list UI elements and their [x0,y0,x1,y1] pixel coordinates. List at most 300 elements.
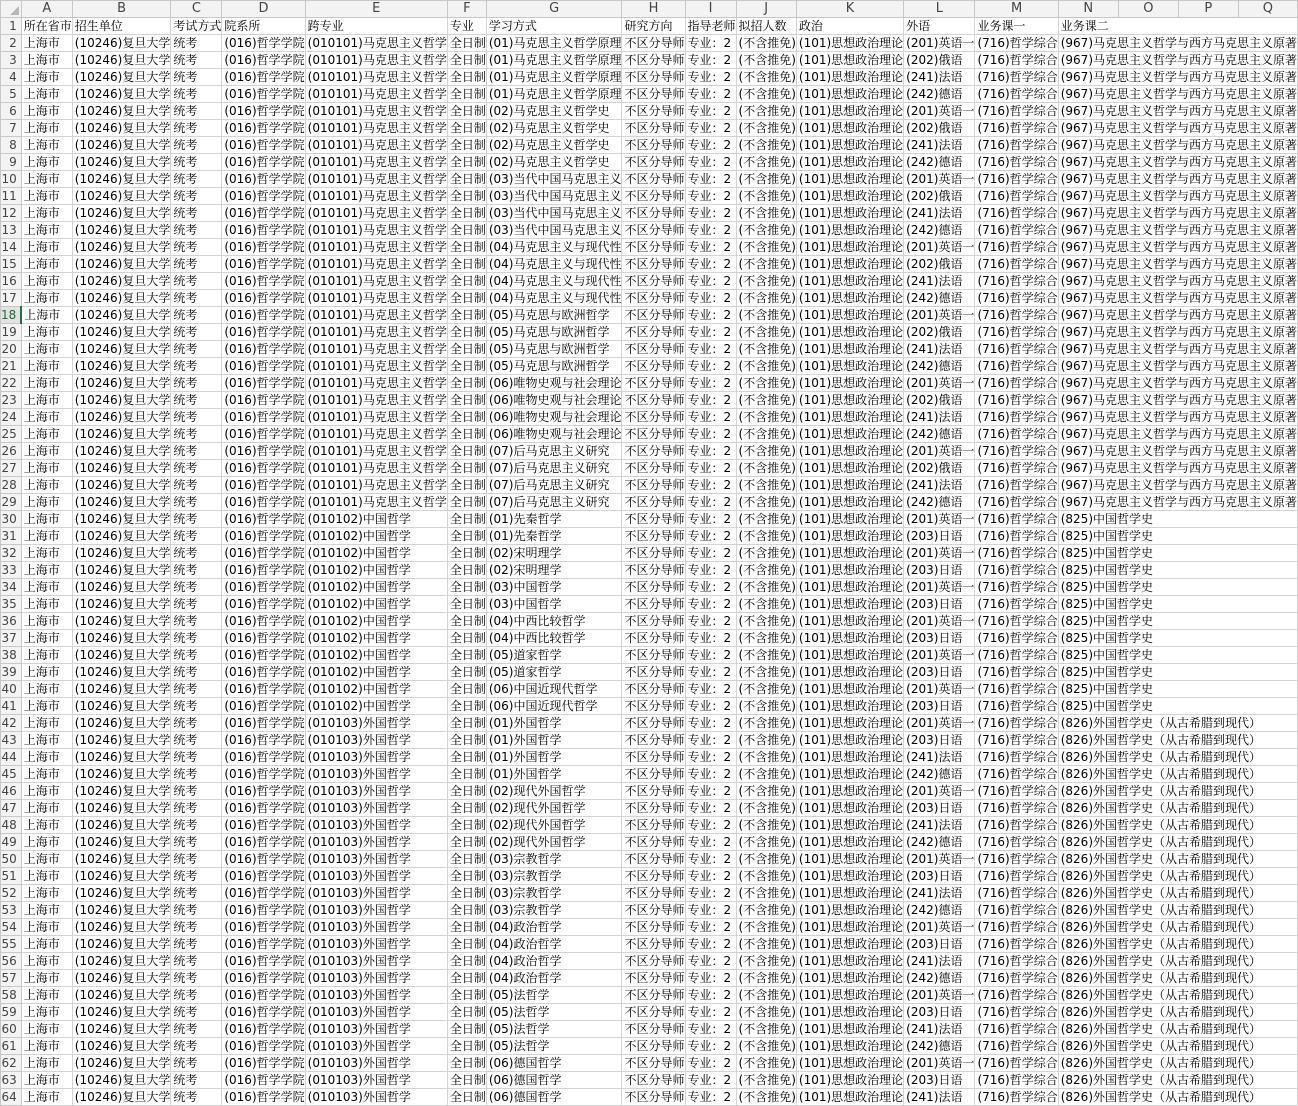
cell-c50[interactable]: 统考 [171,851,222,868]
cell-a61[interactable]: 上海市 [21,1038,72,1055]
cell-l5[interactable]: (242)德语 [904,86,975,103]
cell-e62[interactable]: (010103)外国哲学 [305,1055,447,1072]
cell-e18[interactable]: (010101)马克思主义哲学 [305,307,447,324]
cell-a31[interactable]: 上海市 [21,528,72,545]
cell-n13[interactable]: (967)马克思主义哲学与西方马克思主义原著 [1058,222,1297,239]
cell-e49[interactable]: (010103)外国哲学 [305,834,447,851]
cell-e16[interactable]: (010101)马克思主义哲学 [305,273,447,290]
cell-l32[interactable]: (201)英语一 [904,545,975,562]
cell-m43[interactable]: (716)哲学综合 [975,732,1058,749]
column-header-g[interactable]: G [486,1,622,18]
cell-m40[interactable]: (716)哲学综合 [975,681,1058,698]
cell-n60[interactable]: (826)外国哲学史（从古希腊到现代） [1058,1021,1297,1038]
cell-a15[interactable]: 上海市 [21,256,72,273]
cell-d55[interactable]: (016)哲学学院 [222,936,305,953]
row-header[interactable]: 2 [1,35,22,52]
cell-k49[interactable]: (101)思想政治理论 [796,834,903,851]
cell-l18[interactable]: (201)英语一 [904,307,975,324]
cell-d45[interactable]: (016)哲学学院 [222,766,305,783]
cell-j25[interactable]: (不含推免) [736,426,796,443]
cell-j61[interactable]: (不含推免) [736,1038,796,1055]
cell-a28[interactable]: 上海市 [21,477,72,494]
cell-i9[interactable]: 专业：2 [685,154,736,171]
cell-b17[interactable]: (10246)复旦大学 [72,290,171,307]
cell-b53[interactable]: (10246)复旦大学 [72,902,171,919]
cell-h53[interactable]: 不区分导师 [622,902,685,919]
row-header[interactable]: 12 [1,205,22,222]
cell-m1[interactable]: 业务课一 [975,18,1058,35]
cell-g36[interactable]: (04)中西比较哲学 [486,613,622,630]
cell-j47[interactable]: (不含推免) [736,800,796,817]
cell-m10[interactable]: (716)哲学综合 [975,171,1058,188]
cell-n6[interactable]: (967)马克思主义哲学与西方马克思主义原著 [1058,103,1297,120]
cell-k39[interactable]: (101)思想政治理论 [796,664,903,681]
row-header[interactable]: 54 [1,919,22,936]
cell-e23[interactable]: (010101)马克思主义哲学 [305,392,447,409]
cell-a27[interactable]: 上海市 [21,460,72,477]
cell-e4[interactable]: (010101)马克思主义哲学 [305,69,447,86]
cell-h25[interactable]: 不区分导师 [622,426,685,443]
cell-e56[interactable]: (010103)外国哲学 [305,953,447,970]
cell-k3[interactable]: (101)思想政治理论 [796,52,903,69]
cell-m12[interactable]: (716)哲学综合 [975,205,1058,222]
cell-m28[interactable]: (716)哲学综合 [975,477,1058,494]
cell-g21[interactable]: (05)马克思与欧洲哲学 [486,358,622,375]
cell-k47[interactable]: (101)思想政治理论 [796,800,903,817]
cell-h42[interactable]: 不区分导师 [622,715,685,732]
cell-k10[interactable]: (101)思想政治理论 [796,171,903,188]
cell-b21[interactable]: (10246)复旦大学 [72,358,171,375]
cell-k2[interactable]: (101)思想政治理论 [796,35,903,52]
cell-l11[interactable]: (202)俄语 [904,188,975,205]
cell-c62[interactable]: 统考 [171,1055,222,1072]
cell-a4[interactable]: 上海市 [21,69,72,86]
cell-j20[interactable]: (不含推免) [736,341,796,358]
cell-g6[interactable]: (02)马克思主义哲学史 [486,103,622,120]
cell-a1[interactable]: 所在省市 [21,18,72,35]
cell-k52[interactable]: (101)思想政治理论 [796,885,903,902]
cell-m26[interactable]: (716)哲学综合 [975,443,1058,460]
cell-g63[interactable]: (06)德国哲学 [486,1072,622,1089]
cell-i22[interactable]: 专业：2 [685,375,736,392]
cell-b16[interactable]: (10246)复旦大学 [72,273,171,290]
cell-i55[interactable]: 专业：2 [685,936,736,953]
cell-f4[interactable]: 全日制 [447,69,486,86]
cell-m44[interactable]: (716)哲学综合 [975,749,1058,766]
cell-i33[interactable]: 专业：2 [685,562,736,579]
cell-b54[interactable]: (10246)复旦大学 [72,919,171,936]
cell-i45[interactable]: 专业：2 [685,766,736,783]
cell-j15[interactable]: (不含推免) [736,256,796,273]
cell-f48[interactable]: 全日制 [447,817,486,834]
cell-l43[interactable]: (203)日语 [904,732,975,749]
cell-d14[interactable]: (016)哲学学院 [222,239,305,256]
cell-j53[interactable]: (不含推免) [736,902,796,919]
cell-h27[interactable]: 不区分导师 [622,460,685,477]
cell-b22[interactable]: (10246)复旦大学 [72,375,171,392]
cell-m14[interactable]: (716)哲学综合 [975,239,1058,256]
cell-m49[interactable]: (716)哲学综合 [975,834,1058,851]
cell-h13[interactable]: 不区分导师 [622,222,685,239]
cell-j6[interactable]: (不含推免) [736,103,796,120]
row-header[interactable]: 46 [1,783,22,800]
row-header[interactable]: 32 [1,545,22,562]
cell-j57[interactable]: (不含推免) [736,970,796,987]
row-header[interactable]: 43 [1,732,22,749]
cell-g25[interactable]: (06)唯物史观与社会理论 [486,426,622,443]
cell-g10[interactable]: (03)当代中国马克思主义 [486,171,622,188]
cell-k64[interactable]: (101)思想政治理论 [796,1089,903,1106]
cell-j58[interactable]: (不含推免) [736,987,796,1004]
cell-k30[interactable]: (101)思想政治理论 [796,511,903,528]
cell-b37[interactable]: (10246)复旦大学 [72,630,171,647]
cell-l42[interactable]: (201)英语一 [904,715,975,732]
cell-c46[interactable]: 统考 [171,783,222,800]
cell-d58[interactable]: (016)哲学学院 [222,987,305,1004]
cell-a29[interactable]: 上海市 [21,494,72,511]
cell-e46[interactable]: (010103)外国哲学 [305,783,447,800]
cell-a34[interactable]: 上海市 [21,579,72,596]
cell-f35[interactable]: 全日制 [447,596,486,613]
cell-d37[interactable]: (016)哲学学院 [222,630,305,647]
row-header[interactable]: 47 [1,800,22,817]
cell-h48[interactable]: 不区分导师 [622,817,685,834]
cell-d20[interactable]: (016)哲学学院 [222,341,305,358]
row-header[interactable]: 14 [1,239,22,256]
cell-l60[interactable]: (241)法语 [904,1021,975,1038]
cell-k42[interactable]: (101)思想政治理论 [796,715,903,732]
cell-l44[interactable]: (241)法语 [904,749,975,766]
cell-l48[interactable]: (241)法语 [904,817,975,834]
cell-k6[interactable]: (101)思想政治理论 [796,103,903,120]
cell-i30[interactable]: 专业：2 [685,511,736,528]
cell-d35[interactable]: (016)哲学学院 [222,596,305,613]
cell-j13[interactable]: (不含推免) [736,222,796,239]
cell-e50[interactable]: (010103)外国哲学 [305,851,447,868]
cell-l4[interactable]: (241)法语 [904,69,975,86]
cell-b14[interactable]: (10246)复旦大学 [72,239,171,256]
cell-e42[interactable]: (010103)外国哲学 [305,715,447,732]
cell-k50[interactable]: (101)思想政治理论 [796,851,903,868]
cell-b64[interactable]: (10246)复旦大学 [72,1089,171,1106]
cell-i37[interactable]: 专业：2 [685,630,736,647]
cell-e19[interactable]: (010101)马克思主义哲学 [305,324,447,341]
cell-n62[interactable]: (826)外国哲学史（从古希腊到现代） [1058,1055,1297,1072]
cell-a24[interactable]: 上海市 [21,409,72,426]
cell-j8[interactable]: (不含推免) [736,137,796,154]
cell-h59[interactable]: 不区分导师 [622,1004,685,1021]
cell-f30[interactable]: 全日制 [447,511,486,528]
cell-i42[interactable]: 专业：2 [685,715,736,732]
cell-i26[interactable]: 专业：2 [685,443,736,460]
row-header[interactable]: 27 [1,460,22,477]
cell-l23[interactable]: (202)俄语 [904,392,975,409]
cell-h35[interactable]: 不区分导师 [622,596,685,613]
cell-i29[interactable]: 专业：2 [685,494,736,511]
cell-b52[interactable]: (10246)复旦大学 [72,885,171,902]
cell-e44[interactable]: (010103)外国哲学 [305,749,447,766]
cell-b44[interactable]: (10246)复旦大学 [72,749,171,766]
cell-b10[interactable]: (10246)复旦大学 [72,171,171,188]
cell-n12[interactable]: (967)马克思主义哲学与西方马克思主义原著 [1058,205,1297,222]
cell-f21[interactable]: 全日制 [447,358,486,375]
cell-d16[interactable]: (016)哲学学院 [222,273,305,290]
cell-j23[interactable]: (不含推免) [736,392,796,409]
cell-c25[interactable]: 统考 [171,426,222,443]
cell-d24[interactable]: (016)哲学学院 [222,409,305,426]
cell-l35[interactable]: (203)日语 [904,596,975,613]
row-header[interactable]: 23 [1,392,22,409]
cell-i15[interactable]: 专业：2 [685,256,736,273]
cell-m53[interactable]: (716)哲学综合 [975,902,1058,919]
cell-g5[interactable]: (01)马克思主义哲学原理 [486,86,622,103]
cell-f61[interactable]: 全日制 [447,1038,486,1055]
cell-g59[interactable]: (05)法哲学 [486,1004,622,1021]
row-header[interactable]: 61 [1,1038,22,1055]
cell-d23[interactable]: (016)哲学学院 [222,392,305,409]
cell-e63[interactable]: (010103)外国哲学 [305,1072,447,1089]
cell-b60[interactable]: (10246)复旦大学 [72,1021,171,1038]
cell-m18[interactable]: (716)哲学综合 [975,307,1058,324]
cell-f14[interactable]: 全日制 [447,239,486,256]
column-header-d[interactable]: D [222,1,305,18]
cell-c9[interactable]: 统考 [171,154,222,171]
column-header-q[interactable]: Q [1238,1,1297,18]
cell-d36[interactable]: (016)哲学学院 [222,613,305,630]
cell-m50[interactable]: (716)哲学综合 [975,851,1058,868]
cell-k29[interactable]: (101)思想政治理论 [796,494,903,511]
cell-g50[interactable]: (03)宗教哲学 [486,851,622,868]
cell-g43[interactable]: (01)外国哲学 [486,732,622,749]
cell-e32[interactable]: (010102)中国哲学 [305,545,447,562]
cell-f31[interactable]: 全日制 [447,528,486,545]
cell-k62[interactable]: (101)思想政治理论 [796,1055,903,1072]
cell-a58[interactable]: 上海市 [21,987,72,1004]
cell-m25[interactable]: (716)哲学综合 [975,426,1058,443]
cell-c54[interactable]: 统考 [171,919,222,936]
cell-i61[interactable]: 专业：2 [685,1038,736,1055]
cell-j63[interactable]: (不含推免) [736,1072,796,1089]
cell-d59[interactable]: (016)哲学学院 [222,1004,305,1021]
cell-l52[interactable]: (241)法语 [904,885,975,902]
cell-h21[interactable]: 不区分导师 [622,358,685,375]
cell-c2[interactable]: 统考 [171,35,222,52]
cell-a53[interactable]: 上海市 [21,902,72,919]
cell-d54[interactable]: (016)哲学学院 [222,919,305,936]
cell-g53[interactable]: (03)宗教哲学 [486,902,622,919]
row-header[interactable]: 52 [1,885,22,902]
cell-h61[interactable]: 不区分导师 [622,1038,685,1055]
row-header[interactable]: 37 [1,630,22,647]
cell-m55[interactable]: (716)哲学综合 [975,936,1058,953]
cell-n28[interactable]: (967)马克思主义哲学与西方马克思主义原著 [1058,477,1297,494]
row-header[interactable]: 44 [1,749,22,766]
cell-f19[interactable]: 全日制 [447,324,486,341]
column-header-n[interactable]: N [1058,1,1118,18]
cell-d63[interactable]: (016)哲学学院 [222,1072,305,1089]
cell-j1[interactable]: 拟招人数 [736,18,796,35]
cell-f24[interactable]: 全日制 [447,409,486,426]
cell-i28[interactable]: 专业：2 [685,477,736,494]
cell-d29[interactable]: (016)哲学学院 [222,494,305,511]
cell-l7[interactable]: (202)俄语 [904,120,975,137]
cell-i35[interactable]: 专业：2 [685,596,736,613]
cell-h37[interactable]: 不区分导师 [622,630,685,647]
cell-e35[interactable]: (010102)中国哲学 [305,596,447,613]
cell-j30[interactable]: (不含推免) [736,511,796,528]
cell-d38[interactable]: (016)哲学学院 [222,647,305,664]
cell-n27[interactable]: (967)马克思主义哲学与西方马克思主义原著 [1058,460,1297,477]
cell-i12[interactable]: 专业：2 [685,205,736,222]
cell-b63[interactable]: (10246)复旦大学 [72,1072,171,1089]
row-header[interactable]: 28 [1,477,22,494]
row-header[interactable]: 5 [1,86,22,103]
cell-f2[interactable]: 全日制 [447,35,486,52]
cell-b25[interactable]: (10246)复旦大学 [72,426,171,443]
cell-m9[interactable]: (716)哲学综合 [975,154,1058,171]
cell-a13[interactable]: 上海市 [21,222,72,239]
cell-g42[interactable]: (01)外国哲学 [486,715,622,732]
cell-c16[interactable]: 统考 [171,273,222,290]
select-all-corner[interactable] [1,1,22,18]
cell-g2[interactable]: (01)马克思主义哲学原理 [486,35,622,52]
cell-c19[interactable]: 统考 [171,324,222,341]
cell-a57[interactable]: 上海市 [21,970,72,987]
cell-k28[interactable]: (101)思想政治理论 [796,477,903,494]
cell-c56[interactable]: 统考 [171,953,222,970]
cell-i31[interactable]: 专业：2 [685,528,736,545]
row-header[interactable]: 25 [1,426,22,443]
cell-m4[interactable]: (716)哲学综合 [975,69,1058,86]
cell-k36[interactable]: (101)思想政治理论 [796,613,903,630]
cell-h11[interactable]: 不区分导师 [622,188,685,205]
cell-f11[interactable]: 全日制 [447,188,486,205]
cell-f45[interactable]: 全日制 [447,766,486,783]
row-header[interactable]: 48 [1,817,22,834]
cell-d33[interactable]: (016)哲学学院 [222,562,305,579]
cell-e30[interactable]: (010102)中国哲学 [305,511,447,528]
cell-e3[interactable]: (010101)马克思主义哲学 [305,52,447,69]
cell-l50[interactable]: (201)英语一 [904,851,975,868]
cell-m21[interactable]: (716)哲学综合 [975,358,1058,375]
cell-a32[interactable]: 上海市 [21,545,72,562]
cell-m54[interactable]: (716)哲学综合 [975,919,1058,936]
cell-d64[interactable]: (016)哲学学院 [222,1089,305,1106]
row-header[interactable]: 10 [1,171,22,188]
cell-l21[interactable]: (242)德语 [904,358,975,375]
cell-j51[interactable]: (不含推免) [736,868,796,885]
cell-e12[interactable]: (010101)马克思主义哲学 [305,205,447,222]
cell-m36[interactable]: (716)哲学综合 [975,613,1058,630]
cell-n55[interactable]: (826)外国哲学史（从古希腊到现代） [1058,936,1297,953]
cell-l3[interactable]: (202)俄语 [904,52,975,69]
cell-n44[interactable]: (826)外国哲学史（从古希腊到现代） [1058,749,1297,766]
cell-a14[interactable]: 上海市 [21,239,72,256]
cell-c18[interactable]: 统考 [171,307,222,324]
cell-c29[interactable]: 统考 [171,494,222,511]
cell-j35[interactable]: (不含推免) [736,596,796,613]
cell-k56[interactable]: (101)思想政治理论 [796,953,903,970]
row-header[interactable]: 30 [1,511,22,528]
cell-b18[interactable]: (10246)复旦大学 [72,307,171,324]
cell-c51[interactable]: 统考 [171,868,222,885]
cell-j11[interactable]: (不含推免) [736,188,796,205]
cell-b59[interactable]: (10246)复旦大学 [72,1004,171,1021]
cell-c39[interactable]: 统考 [171,664,222,681]
cell-n37[interactable]: (825)中国哲学史 [1058,630,1297,647]
row-header[interactable]: 21 [1,358,22,375]
cell-k21[interactable]: (101)思想政治理论 [796,358,903,375]
cell-g37[interactable]: (04)中西比较哲学 [486,630,622,647]
cell-c11[interactable]: 统考 [171,188,222,205]
cell-f16[interactable]: 全日制 [447,273,486,290]
cell-f38[interactable]: 全日制 [447,647,486,664]
cell-n54[interactable]: (826)外国哲学史（从古希腊到现代） [1058,919,1297,936]
cell-j41[interactable]: (不含推免) [736,698,796,715]
cell-g32[interactable]: (02)宋明理学 [486,545,622,562]
cell-l58[interactable]: (201)英语一 [904,987,975,1004]
cell-c61[interactable]: 统考 [171,1038,222,1055]
cell-i20[interactable]: 专业：2 [685,341,736,358]
row-header[interactable]: 17 [1,290,22,307]
cell-b47[interactable]: (10246)复旦大学 [72,800,171,817]
cell-i5[interactable]: 专业：2 [685,86,736,103]
cell-l33[interactable]: (203)日语 [904,562,975,579]
cell-b29[interactable]: (10246)复旦大学 [72,494,171,511]
cell-c23[interactable]: 统考 [171,392,222,409]
cell-k38[interactable]: (101)思想政治理论 [796,647,903,664]
cell-m56[interactable]: (716)哲学综合 [975,953,1058,970]
cell-d12[interactable]: (016)哲学学院 [222,205,305,222]
cell-m17[interactable]: (716)哲学综合 [975,290,1058,307]
cell-l12[interactable]: (241)法语 [904,205,975,222]
cell-l38[interactable]: (201)英语一 [904,647,975,664]
cell-a9[interactable]: 上海市 [21,154,72,171]
cell-m47[interactable]: (716)哲学综合 [975,800,1058,817]
cell-i2[interactable]: 专业：2 [685,35,736,52]
cell-h41[interactable]: 不区分导师 [622,698,685,715]
cell-c24[interactable]: 统考 [171,409,222,426]
cell-h32[interactable]: 不区分导师 [622,545,685,562]
cell-c12[interactable]: 统考 [171,205,222,222]
cell-k13[interactable]: (101)思想政治理论 [796,222,903,239]
cell-n10[interactable]: (967)马克思主义哲学与西方马克思主义原著 [1058,171,1297,188]
cell-n35[interactable]: (825)中国哲学史 [1058,596,1297,613]
cell-f46[interactable]: 全日制 [447,783,486,800]
cell-j52[interactable]: (不含推免) [736,885,796,902]
cell-c32[interactable]: 统考 [171,545,222,562]
cell-h39[interactable]: 不区分导师 [622,664,685,681]
cell-h60[interactable]: 不区分导师 [622,1021,685,1038]
row-header[interactable]: 57 [1,970,22,987]
cell-h52[interactable]: 不区分导师 [622,885,685,902]
cell-m38[interactable]: (716)哲学综合 [975,647,1058,664]
row-header[interactable]: 53 [1,902,22,919]
cell-f27[interactable]: 全日制 [447,460,486,477]
cell-c64[interactable]: 统考 [171,1089,222,1106]
cell-e15[interactable]: (010101)马克思主义哲学 [305,256,447,273]
cell-d47[interactable]: (016)哲学学院 [222,800,305,817]
cell-k57[interactable]: (101)思想政治理论 [796,970,903,987]
column-header-h[interactable]: H [622,1,685,18]
cell-k1[interactable]: 政治 [796,18,903,35]
cell-f56[interactable]: 全日制 [447,953,486,970]
cell-n8[interactable]: (967)马克思主义哲学与西方马克思主义原著 [1058,137,1297,154]
cell-d39[interactable]: (016)哲学学院 [222,664,305,681]
cell-g8[interactable]: (02)马克思主义哲学史 [486,137,622,154]
cell-n5[interactable]: (967)马克思主义哲学与西方马克思主义原著 [1058,86,1297,103]
row-header[interactable]: 22 [1,375,22,392]
